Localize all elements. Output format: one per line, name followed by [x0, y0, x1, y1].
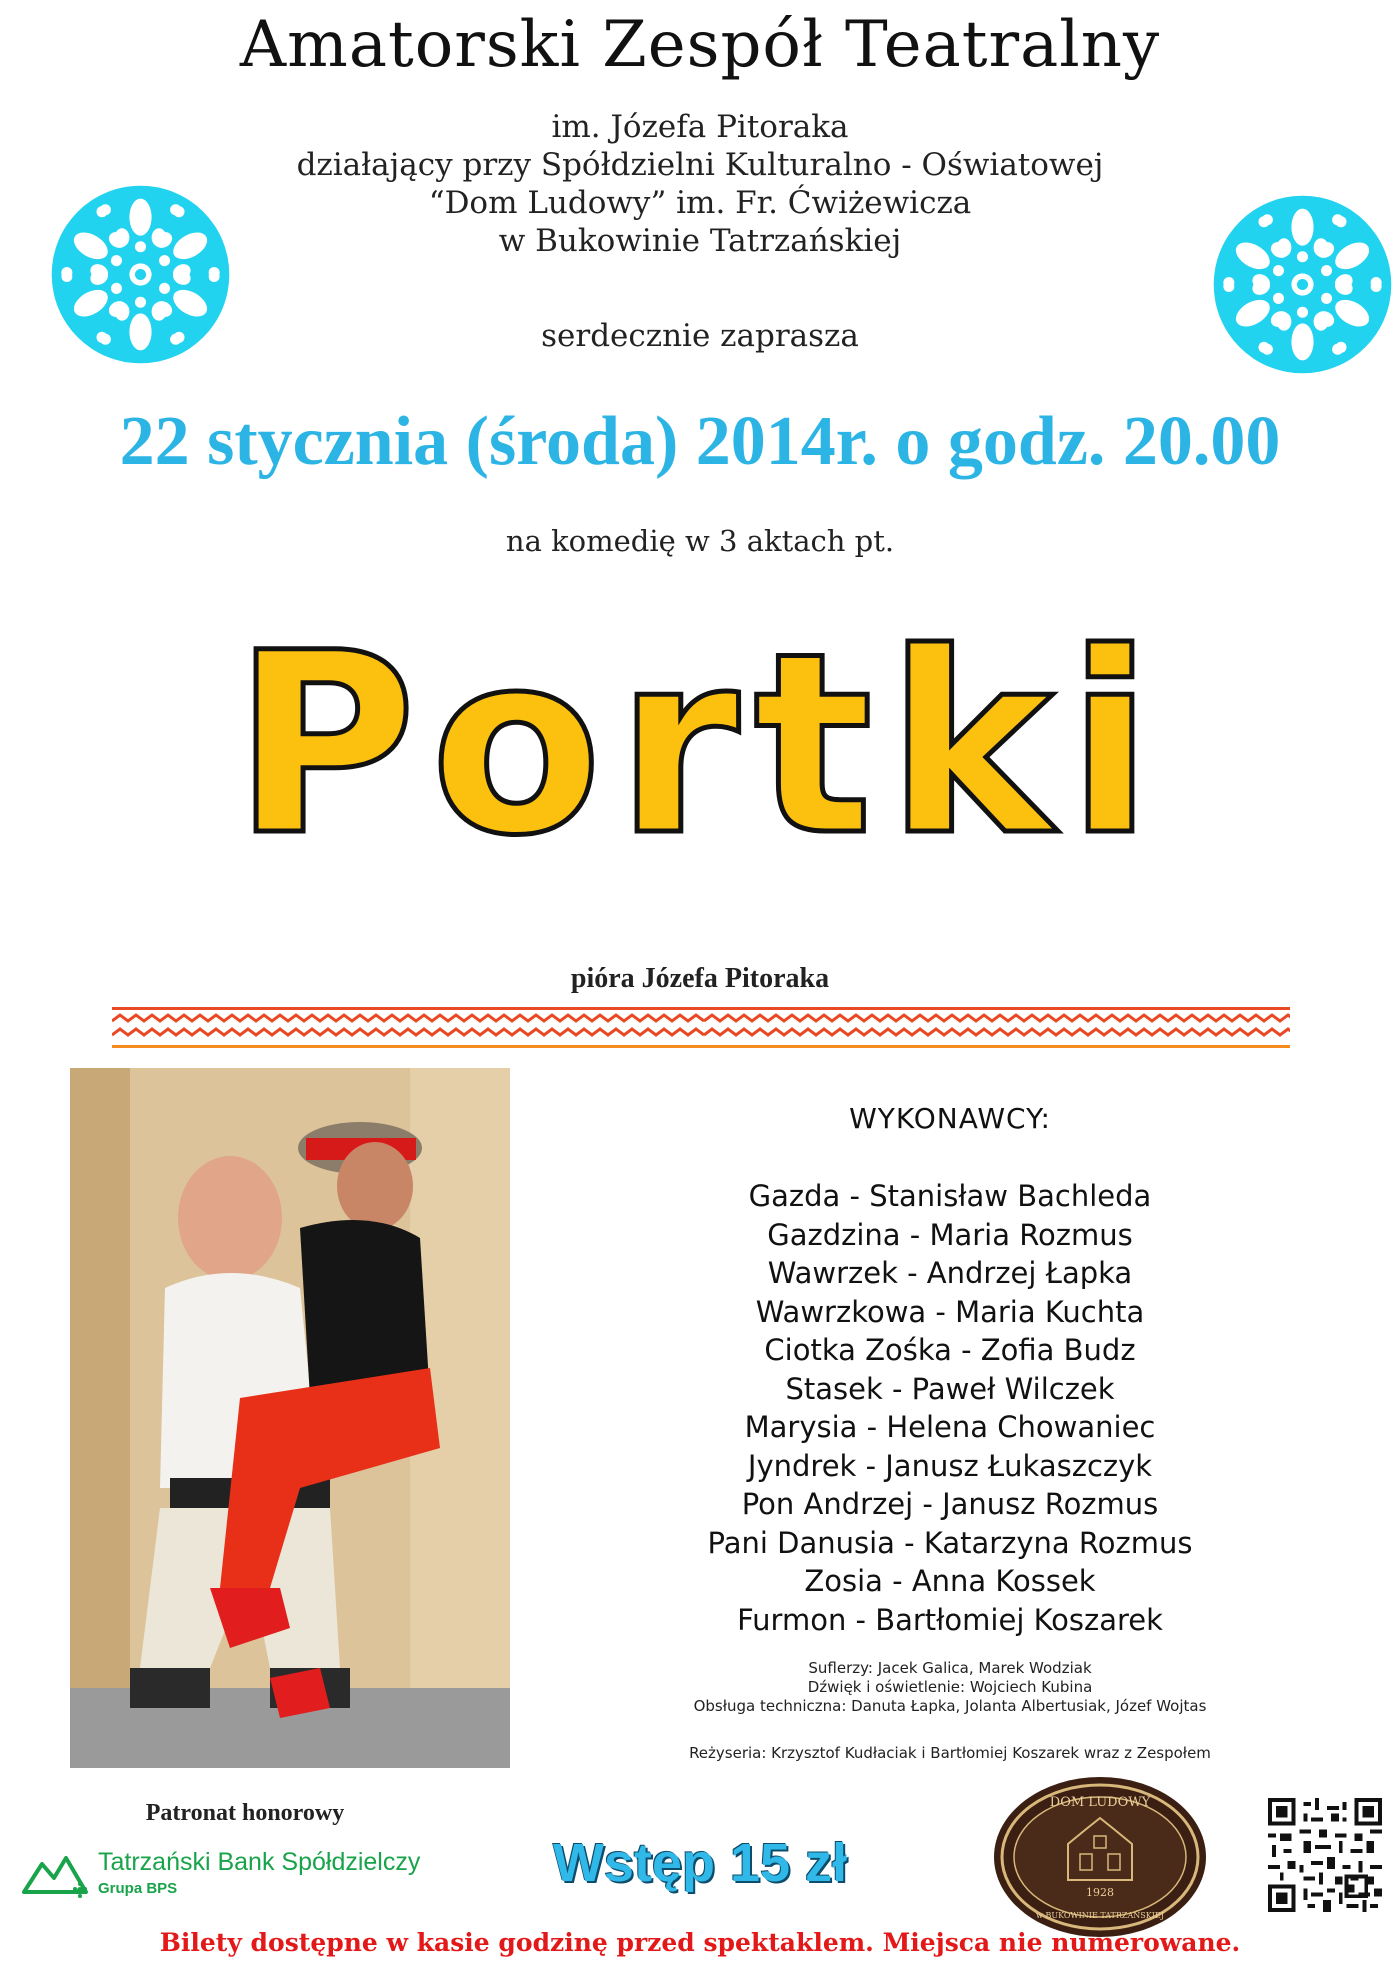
performance-photo: [70, 1068, 510, 1768]
technical-credit: Obsługa techniczna: Danuta Łapka, Jolanta Albertusiak, Józef Wojtas: [693, 1697, 1207, 1715]
author-line: pióra Józefa Pitoraka: [570, 963, 830, 994]
dom-ludowy-line: “Dom Ludowy” im. Fr. Ćwiżewicza: [428, 185, 972, 221]
dom-logo-bottom-text: w BUKOWINIE TATRZAŃSKIEJ: [1036, 1911, 1164, 1920]
comedy-intro: na komedię w 3 aktach pt.: [505, 524, 895, 558]
cast-member: Wawrzek - Andrzej Łapka: [767, 1256, 1133, 1290]
folk-border-ornament: [112, 1005, 1290, 1051]
dom-logo-top-text: DOM LUDOWY: [1049, 1795, 1151, 1810]
cast-member: Zosia - Anna Kossek: [804, 1564, 1096, 1598]
cast-member: Gazda - Stanisław Bachleda: [748, 1179, 1152, 1213]
tickets-note: Bilety dostępne w kasie godzinę przed spektaklem. Miejsca nie numerowane.: [159, 1928, 1241, 1957]
cast-member: Pani Danusia - Katarzyna Rozmus: [707, 1525, 1193, 1560]
qr-code-icon: [1268, 1798, 1382, 1912]
cooperative-line: działający przy Spółdzielni Kulturalno - Oświatowej: [296, 147, 1104, 183]
sound-light-credit: Dźwięk i oświetlenie: Wojciech Kubina: [807, 1678, 1093, 1696]
play-title: Portki: [233, 599, 1167, 890]
entry-price: Wstęp 15 zł: [552, 1833, 848, 1893]
actors-illustration: [70, 1068, 510, 1768]
bank-logo: [20, 1842, 460, 1912]
cast-member: Stasek - Paweł Wilczek: [785, 1371, 1115, 1406]
cast-member: Ciotka Zośka - Zofia Budz: [764, 1333, 1136, 1367]
troupe-subtitle: [200, 108, 1200, 260]
cast-member: Wawrzkowa - Maria Kuchta: [755, 1294, 1145, 1329]
cast-member: Furmon - Bartłomiej Koszarek: [737, 1602, 1163, 1637]
dom-logo-year: 1928: [1086, 1886, 1114, 1899]
cast-member: Pon Andrzej - Janusz Rozmus: [741, 1487, 1159, 1521]
troupe-title: Amatorski Zespół Teatralny: [239, 8, 1161, 82]
event-date: 22 stycznia (środa) 2014r. o godz. 20.00: [119, 403, 1281, 480]
dom-ludowy-seal: [990, 1772, 1210, 1942]
cast-list: [600, 1177, 1300, 1639]
cast-member: Jyndrek - Janusz Łukaszczyk: [747, 1448, 1153, 1483]
prompters-credit: Suflerzy: Jacek Galica, Marek Wodziak: [808, 1659, 1092, 1677]
cast-heading: WYKONAWCY:: [849, 1102, 1051, 1135]
patron-line: im. Józefa Pitoraka: [551, 109, 849, 145]
cast-member: Marysia - Helena Chowaniec: [744, 1410, 1156, 1444]
bank-group: Grupa BPS: [98, 1880, 178, 1897]
mountain-edelweiss-icon: [20, 1842, 90, 1902]
bank-name: Tatrzański Bank Spółdzielczy: [98, 1848, 421, 1876]
invite-text: serdecznie zaprasza: [541, 318, 859, 354]
direction-credit: Reżyseria: Krzysztof Kudłaciak i Bartłomiej Koszarek wraz z Zespołem: [689, 1744, 1211, 1762]
location-line: w Bukowinie Tatrzańskiej: [498, 223, 902, 259]
patronage-label: Patronat honorowy: [145, 1800, 345, 1826]
crew-credits: [600, 1659, 1300, 1716]
cast-member: Gazdzina - Maria Rozmus: [767, 1217, 1133, 1252]
